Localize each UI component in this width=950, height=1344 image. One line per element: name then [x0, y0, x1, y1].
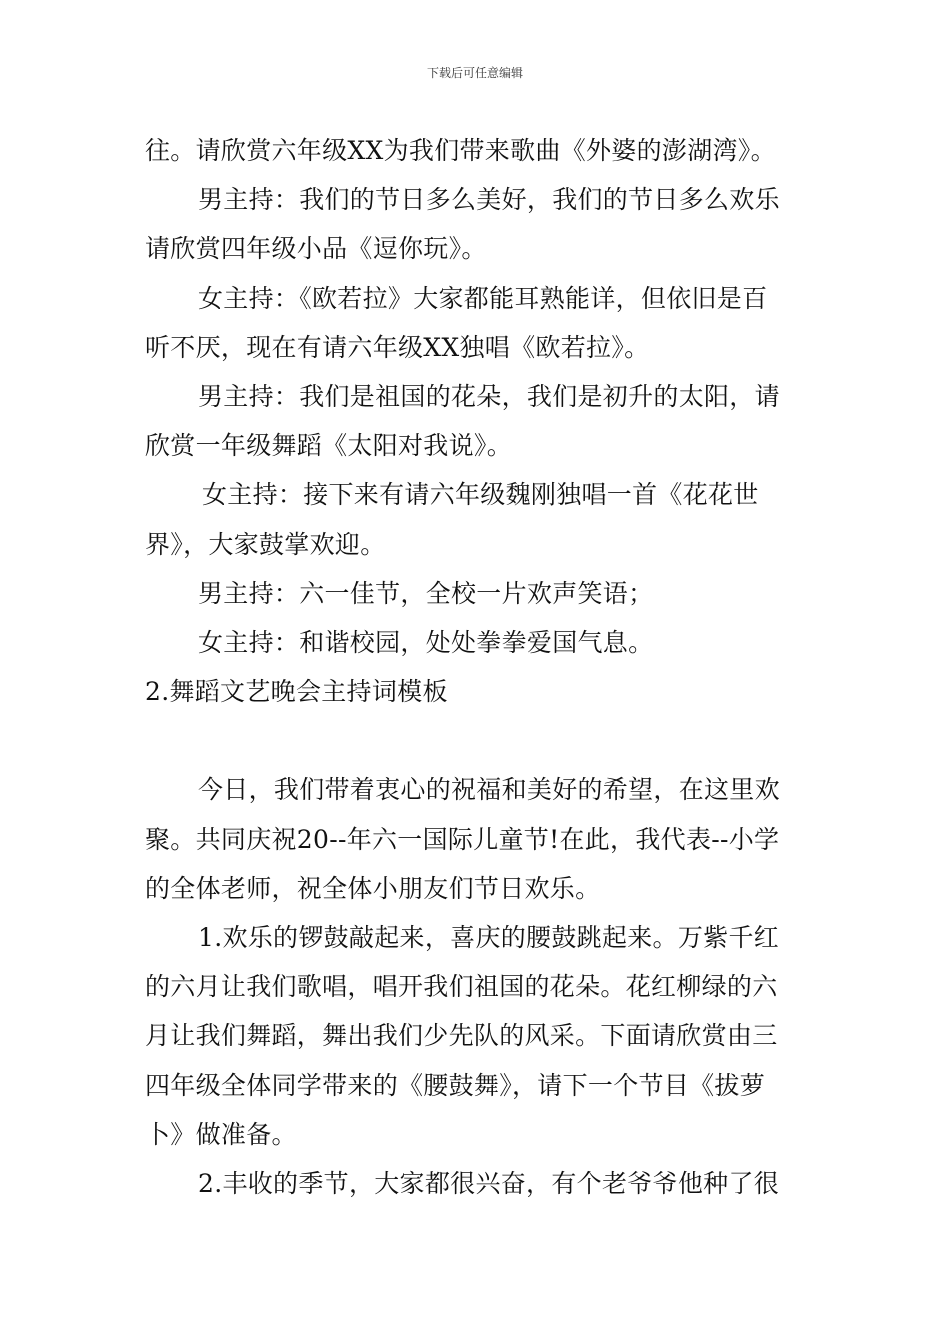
document-body — [145, 126, 810, 1208]
text-line: 女主持：《欧若拉》大家都能耳熟能详，但依旧是百 — [198, 283, 768, 313]
text-line: 界》，大家鼓掌欢迎。 — [145, 529, 386, 559]
text-line: 的全体老师，祝全体小朋友们节日欢乐。 — [145, 873, 601, 903]
text-line: 请欣赏四年级小品《逗你玩》。 — [145, 234, 487, 264]
section-heading: 2.舞蹈文艺晚会主持词模板 — [145, 677, 448, 707]
text-line: 男主持：我们的节日多么美好，我们的节日多么欢乐 — [198, 185, 780, 215]
page-header: 下载后可任意编辑 — [426, 66, 523, 80]
text-line: 往。请欣赏六年级XX为我们带来歌曲《外婆的澎湖湾》。 — [145, 136, 776, 165]
text-line: 男主持：六一佳节，全校一片欢声笑语； — [198, 578, 654, 608]
blank-line — [145, 716, 810, 765]
text-line: 卜》做准备。 — [145, 1119, 297, 1149]
text-line: 今日，我们带着衷心的祝福和美好的希望，在这里欢 — [198, 775, 780, 805]
text-line: 的六月让我们歌唱，唱开我们祖国的花朵。花红柳绿的六 — [145, 972, 778, 1002]
text-line: 月让我们舞蹈，舞出我们少先队的风采。下面请欣赏由三 — [145, 1021, 778, 1051]
text-line: 男主持：我们是祖国的花朵，我们是初升的太阳，请 — [198, 381, 780, 411]
text-line: 女主持：和谐校园，处处拳拳爱国气息。 — [198, 627, 654, 657]
text-line: 听不厌，现在有请六年级XX独唱《欧若拉》。 — [145, 332, 650, 362]
text-line: 聚。共同庆祝20--年六一国际儿童节!在此，我代表--小学 — [145, 824, 780, 854]
text-line: 四年级全体同学带来的《腰鼓舞》，请下一个节目《拔萝 — [145, 1070, 766, 1100]
text-line: 欣赏一年级舞蹈《太阳对我说》。 — [145, 431, 513, 461]
text-line: 2.丰收的季节，大家都很兴奋，有个老爷爷他种了很 — [198, 1168, 780, 1198]
text-line: 1.欢乐的锣鼓敲起来，喜庆的腰鼓跳起来。万紫千红 — [198, 923, 780, 952]
text-line: 女主持：接下来有请六年级魏刚独唱一首《花花世 — [202, 480, 759, 510]
